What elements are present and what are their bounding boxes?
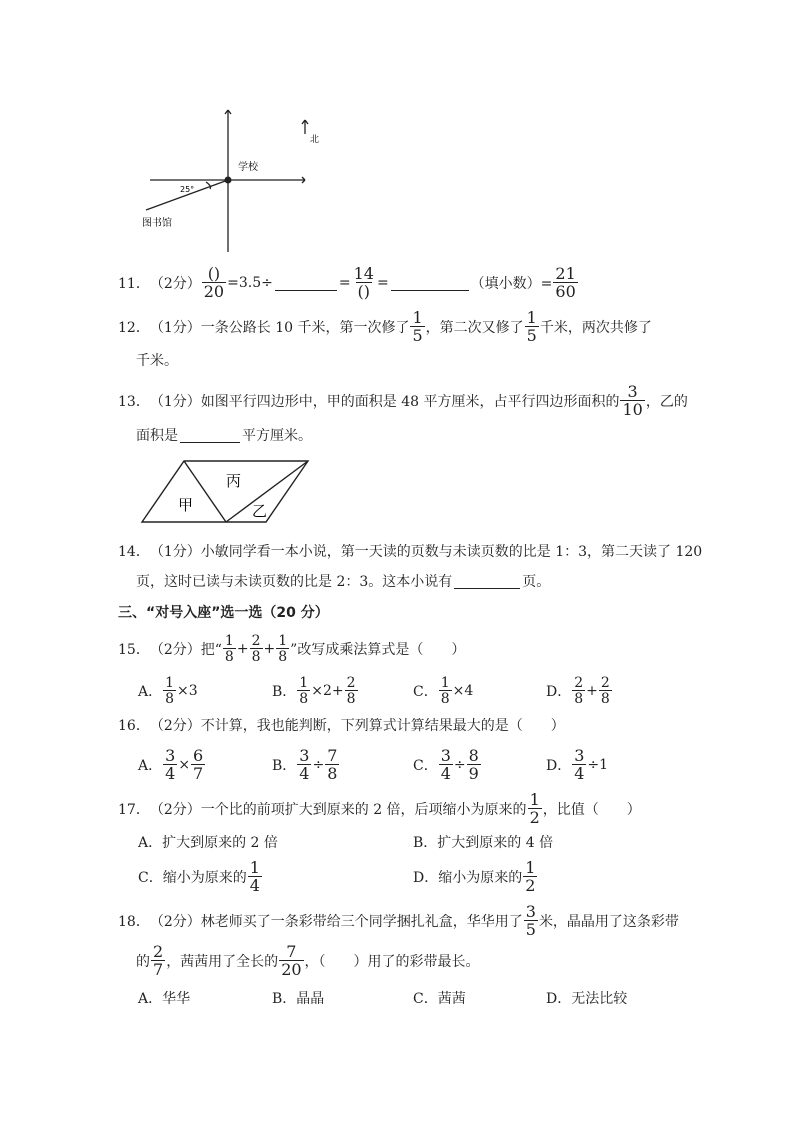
fraction: $\frac{1}{8}$ bbox=[224, 633, 234, 665]
label-yi: 乙 bbox=[252, 502, 268, 520]
option-17-b[interactable]: B．扩大到原来的 4 倍 bbox=[413, 835, 554, 851]
option-18-d[interactable]: D．无法比较 bbox=[546, 991, 628, 1007]
fraction: $\frac{2}{7}$ bbox=[153, 942, 164, 979]
option-16-c[interactable]: C． $\frac{3}{4}$ ÷ $\frac{8}{9}$ bbox=[413, 746, 479, 783]
option-17-a[interactable]: A．扩大到原来的 2 倍 bbox=[138, 835, 278, 851]
map-angle-label: 25° bbox=[180, 185, 195, 194]
fraction: $\frac{7}{20}$ bbox=[281, 942, 302, 979]
answer-blank[interactable] bbox=[275, 276, 337, 291]
question-14-line2: 页，这时已读与未读页数的比是 2：3。这本小说有 页。 bbox=[136, 574, 551, 590]
answer-blank[interactable] bbox=[180, 428, 240, 443]
fraction: $\frac{21}{60}$ bbox=[555, 264, 576, 301]
fraction: $\frac{1}{2}$ bbox=[529, 790, 540, 827]
question-12-line2: 千米。 bbox=[136, 353, 178, 369]
parallelogram-figure bbox=[140, 458, 312, 524]
question-13: 13． （1分） 如图平行四边形中，甲的面积是 48 平方厘米，占平行四边形面积的 $\frac{3}{10}$ ，乙的 bbox=[118, 382, 688, 419]
label-bing: 丙 bbox=[226, 472, 242, 490]
fraction: $\frac{()}{20}$ bbox=[203, 264, 225, 301]
fraction: $\frac{1}{8}$ bbox=[278, 633, 288, 665]
section-3-title: 三、“对号入座”选一选（20 分） bbox=[118, 605, 329, 621]
option-15-b[interactable]: B． $\frac{1}{8}$ ×2+ $\frac{2}{8}$ bbox=[272, 675, 356, 707]
question-11: 11． （2分） $\frac{()}{20}$ =3.5÷ = $\frac{14}{()}$ = （填小数）= $\frac{21}{60}$ bbox=[118, 264, 576, 301]
option-15-c[interactable]: C． $\frac{1}{8}$ ×4 bbox=[413, 675, 474, 707]
option-16-b[interactable]: B． $\frac{3}{4}$ ÷ $\frac{7}{8}$ bbox=[272, 746, 338, 783]
option-18-b[interactable]: B．晶晶 bbox=[272, 991, 325, 1007]
question-12: 12． （1分） 一条公路长 10 千米，第一次修了 $\frac{1}{5}$ ，第二次又修了 $\frac{1}{5}$ 千米，两次共修了 bbox=[118, 308, 652, 345]
fraction: $\frac{1}{5}$ bbox=[412, 308, 423, 345]
question-16: 16． （2分） 不计算，我也能判断，下列算式计算结果最大的是（ ） bbox=[118, 718, 565, 734]
option-18-c[interactable]: C．茜茜 bbox=[413, 991, 466, 1007]
map-library-label: 图书馆 bbox=[142, 218, 172, 229]
option-16-d[interactable]: D． $\frac{3}{4}$ ÷1 bbox=[546, 746, 609, 783]
question-14: 14． （1分） 小敏同学看一本小说，第一天读的页数与未读页数的比是 1：3，第二天读了 120 bbox=[118, 544, 703, 560]
answer-blank[interactable] bbox=[391, 276, 469, 291]
fraction: $\frac{2}{8}$ bbox=[251, 633, 261, 665]
option-15-d[interactable]: D． $\frac{2}{8}$ + $\frac{2}{8}$ bbox=[546, 675, 610, 707]
question-18: 18． （2分） 林老师买了一条彩带给三个同学捆扎礼盒，华华用了 $\frac{3}{5}$ 米，晶晶用了这条彩带 bbox=[118, 902, 679, 939]
question-17: 17． （2分） 一个比的前项扩大到原来的 2 倍，后项缩小为原来的 $\frac{1}{2}$ ，比值（ ） bbox=[118, 790, 641, 827]
question-18-line2: 的 $\frac{2}{7}$ ，茜茜用了全长的 $\frac{7}{20}$ ，（ ）用了的彩带最长。 bbox=[136, 942, 480, 979]
map-school-label: 学校 bbox=[238, 162, 258, 173]
fraction: $\frac{1}{5}$ bbox=[526, 308, 537, 345]
fraction: $\frac{3}{5}$ bbox=[525, 902, 536, 939]
question-13-line2: 面积是 平方厘米。 bbox=[136, 428, 312, 444]
option-15-a[interactable]: A． $\frac{1}{8}$ ×3 bbox=[138, 675, 198, 707]
option-18-a[interactable]: A．华华 bbox=[138, 991, 191, 1007]
fraction: $\frac{3}{10}$ bbox=[622, 382, 643, 419]
map-north-label: 北 bbox=[310, 135, 320, 145]
direction-map-figure bbox=[140, 102, 340, 254]
answer-blank[interactable] bbox=[454, 574, 520, 589]
option-17-c[interactable]: C．缩小为原来的 $\frac{1}{4}$ bbox=[138, 858, 260, 895]
fraction: $\frac{14}{()}$ bbox=[353, 264, 374, 301]
label-jia: 甲 bbox=[178, 496, 194, 514]
option-16-a[interactable]: A． $\frac{3}{4}$ × $\frac{6}{7}$ bbox=[138, 746, 204, 783]
option-17-d[interactable]: D．缩小为原来的 $\frac{1}{2}$ bbox=[413, 858, 536, 895]
question-15: 15． （2分） 把“ $\frac{1}{8}$ + $\frac{2}{8}$ + $\frac{1}{8}$ ”改写成乘法算式是（ ） bbox=[118, 633, 466, 665]
